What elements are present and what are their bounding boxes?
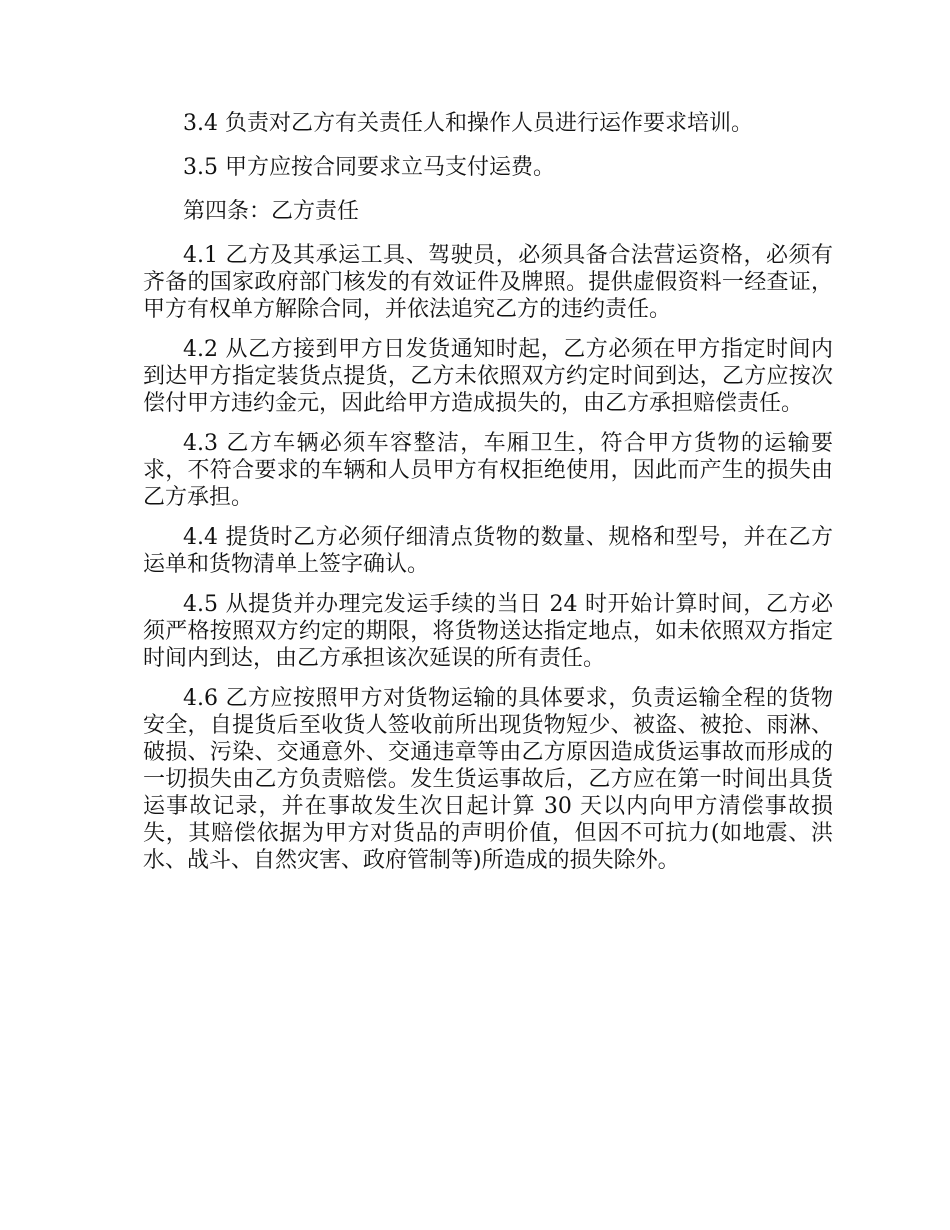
section-heading-article-4: 第四条：乙方责任 bbox=[183, 199, 360, 224]
paragraph-4-1: 4.1 乙方及其承运工具、驾驶员，必须具备合法营运资格，必须有齐备的国家政府部门核发的有效证件及牌照。提供虚假资料一经查证，甲方有权单方解除合同，并依法追究乙方的违约责任。 bbox=[143, 243, 833, 322]
paragraph-4-5: 4.5 从提货并办理完发运手续的当日 24 时开始计算时间，乙方必须严格按照双方约定的期限，将货物送达指定地点，如未依照双方指定时间内到达，由乙方承担该次延误的所有责任。 bbox=[143, 592, 833, 671]
document-body bbox=[143, 110, 833, 887]
paragraph-4-2: 4.2 从乙方接到甲方日发货通知时起，乙方必须在甲方指定时间内到达甲方指定装货点提货，乙方未依照双方约定时间到达，乙方应按次偿付甲方违约金元，因此给甲方造成损失的，由乙方承担赔偿责任。 bbox=[143, 337, 833, 416]
paragraph-3-4: 3.4 负责对乙方有关责任人和操作人员进行运作要求培训。 bbox=[183, 111, 753, 136]
paragraph-4-4: 4.4 提货时乙方必须仔细清点货物的数量、规格和型号，并在乙方运单和货物清单上签字确认。 bbox=[143, 525, 833, 577]
paragraph-4-6: 4.6 乙方应按照甲方对货物运输的具体要求，负责运输全程的货物安全，自提货后至收货人签收前所出现货物短少、被盗、被抢、雨淋、破损、污染、交通意外、交通违章等由乙方原因造成货运事故而形成的一切损失由乙方负责赔偿。发生货运事故后，乙方应在第一时间出具货运事故记录，并在事故发生次日起计算 30 天以内向甲方清偿事故损失，其赔偿依据为甲方对货品的声明价值，但因不可抗力(如地震、洪水、战斗、自然灾害、政府管制等)所造成的损失除外。 bbox=[143, 686, 833, 873]
paragraph-3-5: 3.5 甲方应按合同要求立马支付运费。 bbox=[183, 155, 555, 180]
paragraph-4-3: 4.3 乙方车辆必须车容整洁，车厢卫生，符合甲方货物的运输要求，不符合要求的车辆和人员甲方有权拒绝使用，因此而产生的损失由乙方承担。 bbox=[143, 431, 833, 510]
